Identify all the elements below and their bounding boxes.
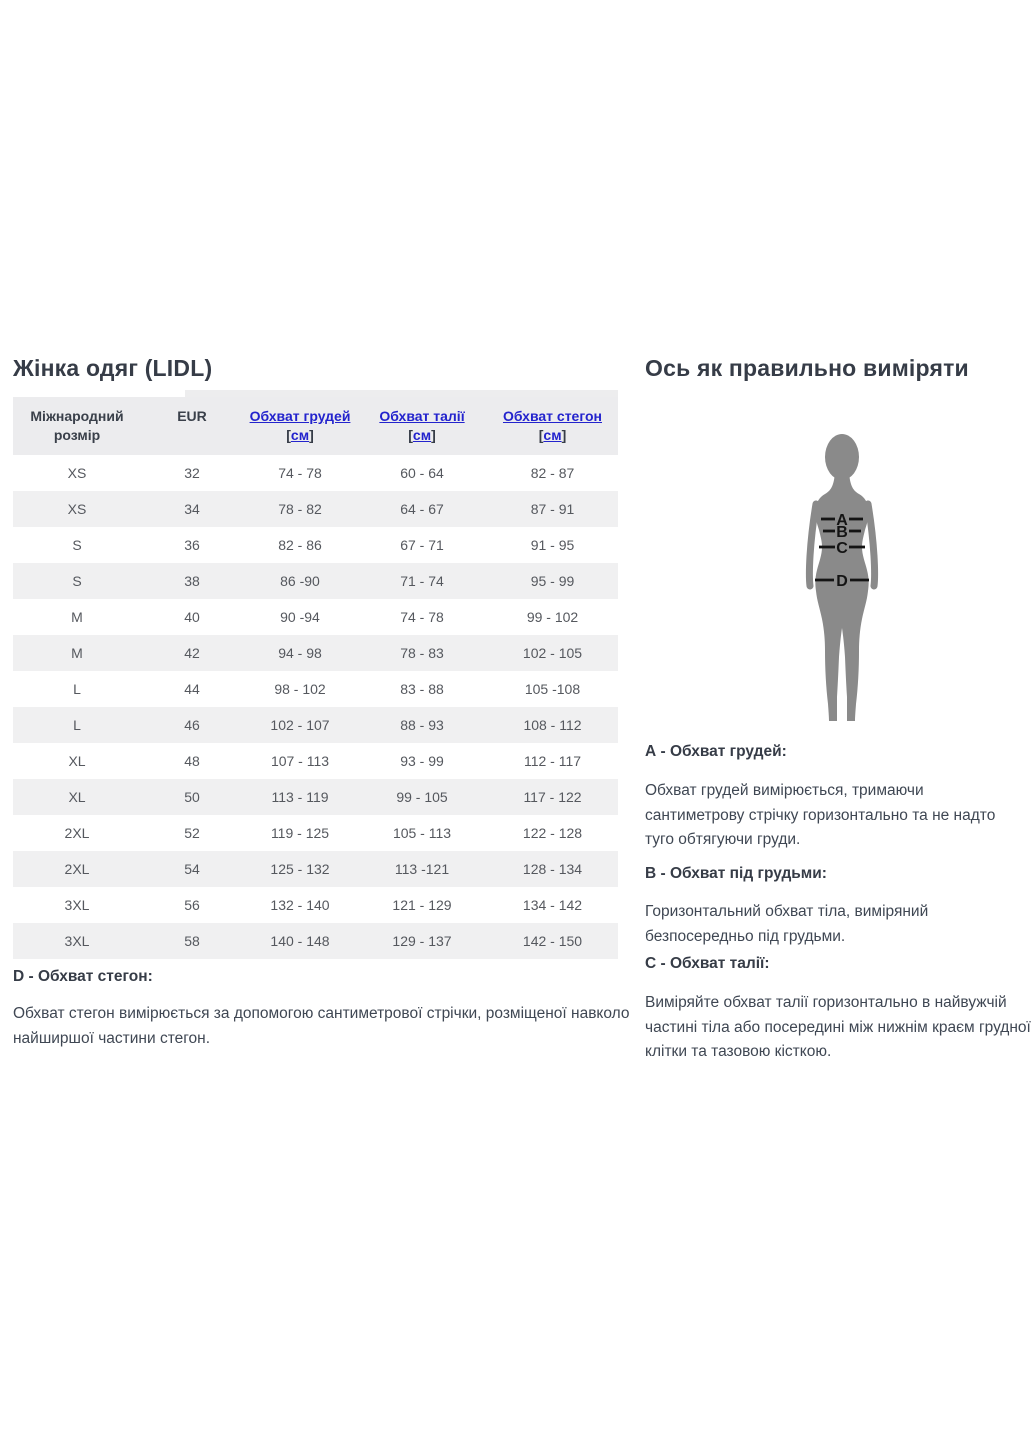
female-body-silhouette xyxy=(800,428,884,724)
size-table xyxy=(13,397,618,959)
cell-eur-size: 40 xyxy=(184,609,200,625)
cell-waist-range: 88 - 93 xyxy=(400,717,444,733)
cell-eur-size: 58 xyxy=(184,933,200,949)
section-d-body: Обхват стегон вимірюється за допомогою сантиметрової стрічки, розміщеної навколо найширшої частини стегон. xyxy=(13,1005,630,1047)
cell-international-size: 3XL xyxy=(64,897,90,913)
cell-international-size: 2XL xyxy=(64,861,90,877)
section-d-heading: D - Обхват стегон: xyxy=(13,968,153,985)
chest-girth-link[interactable]: Обхват грудей xyxy=(249,408,351,424)
cell-international-size: L xyxy=(73,717,81,733)
cell-eur-size: 36 xyxy=(184,537,200,553)
column-header-chest xyxy=(243,407,357,455)
cell-international-size: M xyxy=(71,645,83,661)
cell-chest-range: 140 - 148 xyxy=(270,933,330,949)
cell-hips-range: 117 - 122 xyxy=(523,789,582,805)
section-a-body: Обхват грудей вимірюється, тримаючи сантиметрову стрічку горизонтально та не надто туго обтягуючи груди. xyxy=(645,782,996,848)
cell-international-size: S xyxy=(72,573,82,589)
hips-unit-link[interactable]: см xyxy=(543,427,562,443)
column-header-international-size: Міжнародний розмір xyxy=(30,408,124,443)
cell-waist-range: 71 - 74 xyxy=(400,573,444,589)
marker-label-a: A xyxy=(836,512,848,529)
cell-hips-range: 102 - 105 xyxy=(522,645,583,661)
table-row xyxy=(13,851,618,887)
marker-label-c: C xyxy=(836,540,848,557)
table-row xyxy=(13,707,618,743)
table-row xyxy=(13,887,618,923)
cell-chest-range: 98 - 102 xyxy=(274,681,326,697)
table-row xyxy=(13,635,618,671)
cell-international-size: 3XL xyxy=(64,933,90,949)
cell-chest-range: 90 -94 xyxy=(280,609,320,625)
cell-waist-range: 93 - 99 xyxy=(400,753,444,769)
cell-international-size: L xyxy=(73,681,81,697)
cell-international-size: S xyxy=(72,537,82,553)
cell-eur-size: 32 xyxy=(184,465,200,481)
page-title: Жінка одяг (LIDL) xyxy=(13,355,213,381)
cell-international-size: XS xyxy=(67,465,87,481)
cell-waist-range: 105 - 113 xyxy=(392,825,452,841)
cell-eur-size: 48 xyxy=(184,753,200,769)
marker-label-d: D xyxy=(836,573,848,590)
cell-hips-range: 128 - 134 xyxy=(522,861,583,877)
cell-waist-range: 74 - 78 xyxy=(400,609,444,625)
waist-girth-link[interactable]: Обхват талії xyxy=(379,408,465,424)
waist-unit: [см] xyxy=(408,427,436,443)
cell-chest-range: 74 - 78 xyxy=(278,465,322,481)
figure-torso-legs xyxy=(815,472,869,721)
table-row xyxy=(13,815,618,851)
chest-unit: [см] xyxy=(286,427,314,443)
cell-hips-range: 142 - 150 xyxy=(522,933,583,949)
figure-head xyxy=(825,434,859,480)
cell-chest-range: 132 - 140 xyxy=(270,897,330,913)
table-row xyxy=(13,743,618,779)
cell-eur-size: 46 xyxy=(184,717,200,733)
cell-hips-range: 134 - 142 xyxy=(522,897,583,913)
table-row xyxy=(13,455,618,491)
table-row xyxy=(13,491,618,527)
hips-girth-link[interactable]: Обхват стегон xyxy=(502,408,602,424)
cell-chest-range: 107 - 113 xyxy=(270,753,330,769)
size-table-body xyxy=(13,455,618,959)
section-a-heading: А - Обхват грудей: xyxy=(645,743,787,760)
cell-chest-range: 86 -90 xyxy=(280,573,320,589)
size-table-header xyxy=(13,397,618,455)
cell-hips-range: 108 - 112 xyxy=(523,717,582,733)
cell-eur-size: 54 xyxy=(184,861,200,877)
cell-hips-range: 122 - 128 xyxy=(522,825,583,841)
cell-hips-range: 91 - 95 xyxy=(530,537,575,553)
table-row xyxy=(13,779,618,815)
cell-hips-range: 112 - 117 xyxy=(523,753,582,769)
cell-international-size: M xyxy=(71,609,83,625)
table-row xyxy=(13,527,618,563)
section-b-body: Горизонтальний обхват тіла, виміряний безпосередньо під грудьми. xyxy=(645,903,929,945)
column-header-hips xyxy=(487,407,618,455)
cell-eur-size: 42 xyxy=(184,645,200,661)
table-row xyxy=(13,563,618,599)
cell-hips-range: 99 - 102 xyxy=(526,609,579,625)
figure-right-arm xyxy=(868,504,875,586)
cell-waist-range: 78 - 83 xyxy=(400,645,444,661)
column-header-waist xyxy=(357,407,487,455)
marker-label-b: B xyxy=(836,524,848,541)
cell-hips-range: 87 - 91 xyxy=(530,501,575,517)
section-c-heading: С - Обхват талії: xyxy=(645,955,770,972)
table-row xyxy=(13,599,618,635)
table-row xyxy=(13,671,618,707)
cell-waist-range: 121 - 129 xyxy=(392,897,452,913)
cell-eur-size: 52 xyxy=(184,825,200,841)
cell-hips-range: 105 -108 xyxy=(524,681,581,697)
column-header-eur: EUR xyxy=(177,408,207,424)
cell-chest-range: 113 - 119 xyxy=(271,789,329,805)
cell-waist-range: 83 - 88 xyxy=(400,681,444,697)
cell-eur-size: 44 xyxy=(184,681,200,697)
cell-waist-range: 64 - 67 xyxy=(400,501,444,517)
cell-eur-size: 50 xyxy=(184,789,200,805)
hips-unit: [см] xyxy=(538,427,567,443)
cell-waist-range: 129 - 137 xyxy=(392,933,452,949)
waist-unit-link[interactable]: см xyxy=(412,427,432,443)
cell-hips-range: 82 - 87 xyxy=(530,465,575,481)
cell-international-size: XL xyxy=(68,753,86,769)
cell-hips-range: 95 - 99 xyxy=(530,573,575,589)
figure-left-arm xyxy=(809,504,816,586)
table-header-strip xyxy=(185,390,618,397)
section-b-heading: В - Обхват під грудьми: xyxy=(645,865,827,882)
cell-waist-range: 113 -121 xyxy=(394,861,450,877)
cell-eur-size: 34 xyxy=(184,501,200,517)
cell-chest-range: 78 - 82 xyxy=(278,501,322,517)
cell-chest-range: 125 - 132 xyxy=(270,861,330,877)
cell-chest-range: 82 - 86 xyxy=(278,537,322,553)
cell-international-size: XS xyxy=(67,501,87,517)
cell-eur-size: 38 xyxy=(184,573,200,589)
cell-chest-range: 102 - 107 xyxy=(270,717,330,733)
measure-guide-title: Ось як правильно виміряти xyxy=(645,355,969,381)
cell-chest-range: 94 - 98 xyxy=(278,645,322,661)
cell-international-size: 2XL xyxy=(64,825,90,841)
cell-waist-range: 60 - 64 xyxy=(400,465,444,481)
cell-international-size: XL xyxy=(68,789,86,805)
cell-waist-range: 67 - 71 xyxy=(400,537,444,553)
table-row xyxy=(13,923,618,959)
cell-chest-range: 119 - 125 xyxy=(270,825,330,841)
chest-unit-link[interactable]: см xyxy=(290,427,310,443)
cell-eur-size: 56 xyxy=(184,897,200,913)
cell-waist-range: 99 - 105 xyxy=(396,789,448,805)
section-c-body: Виміряйте обхват талії горизонтально в найвужчій частині тіла або посередині між нижнім краєм грудної клітки та тазовою кісткою. xyxy=(645,994,1031,1060)
